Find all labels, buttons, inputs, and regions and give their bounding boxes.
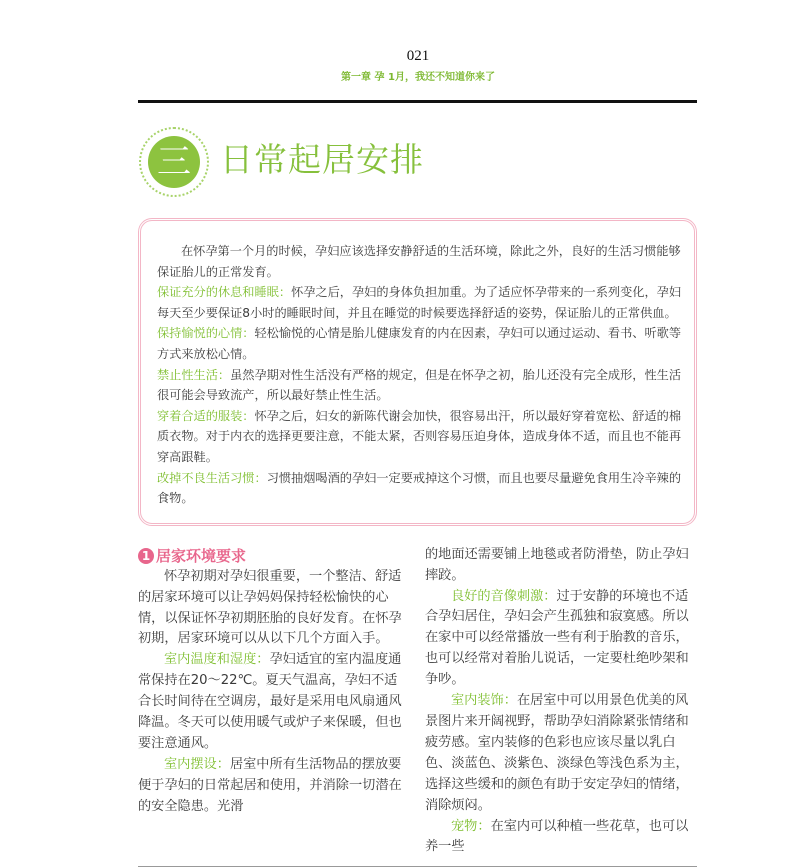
intro-box [138, 218, 697, 526]
tip-label: 保持愉悦的心情： [157, 326, 255, 341]
tip-item [157, 406, 682, 468]
left-column [138, 545, 410, 818]
tip-label: 保证充分的休息和睡眠： [157, 285, 292, 300]
chapter-header: 第一章 孕 1月，我还不知道你来了 [341, 72, 495, 83]
tip-label: 穿着合适的服装： [157, 408, 255, 423]
tip-item [157, 468, 682, 509]
section-number: 三 [148, 136, 200, 188]
tip-text: 怀孕之后，孕妇的身体负担加重。为了适应怀孕带来的一系列变化，孕妇每天至少要保证8小时的睡眠时间，并且在睡觉的时候要选择舒适的姿势，保证胎儿的正常供血。 [157, 285, 682, 320]
tip-item [157, 323, 682, 364]
env-label: 良好的音像刺激： [451, 588, 557, 604]
env-text: 在室内可以种植一些花草，也可以养一些 [425, 818, 689, 855]
tip-text: 怀孕之后，妇女的新陈代谢会加快，很容易出汗，所以最好穿着宽松、舒适的棉质衣物。对于内衣的选择更要注意，不能太紧，否则容易压迫身体，造成身体不适，而且也不能再穿高跟鞋。 [157, 408, 682, 464]
env-label: 室内温度和湿度： [164, 652, 270, 668]
section-title: 日常起居安排 [220, 140, 424, 179]
header-divider [138, 100, 697, 103]
env-text: 在居室中可以用景色优美的风景图片来开阔视野，帮助孕妇消除紧张情绪和疲劳感。室内装修的色彩也应该尽量以乳白色、淡蓝色、淡紫色、淡绿色等浅色系为主，选择这些缓和的颜色有助于安定孕妇的情绪，消除烦闷。 [425, 693, 689, 813]
tip-text: 轻松愉悦的心情是胎儿健康发育的内在因素，孕妇可以通过运动、看书、听歌等方式来放松心情。 [157, 326, 682, 361]
subsection-heading [138, 545, 410, 567]
env-item [138, 650, 410, 755]
env-item-continued: 的地面还需要铺上地毯或者防滑垫，防止孕妇摔跤。 [425, 546, 689, 583]
env-label: 室内摆设： [164, 756, 230, 772]
page-number: 021 [406, 48, 430, 64]
two-column-body [138, 545, 697, 859]
subsection-number-icon: 1 [138, 548, 154, 564]
env-item [425, 587, 697, 692]
env-label: 室内装饰： [451, 693, 517, 709]
subsection-intro: 怀孕初期对孕妇很重要，一个整洁、舒适的居家环境可以让孕妈妈保持轻松愉快的心情，以保证怀孕初期胚胎的良好发育。在怀孕初期，居家环境可以从以下几个方面入手。 [138, 568, 402, 647]
right-column [425, 545, 697, 859]
tip-text: 虽然孕期对性生活没有严格的规定，但是在怀孕之初，胎儿还没有完全成形，性生活很可能会导致流产，所以最好禁止性生活。 [157, 367, 682, 403]
tip-label: 禁止性生活： [157, 367, 231, 382]
env-text: 过于安静的环境也不适合孕妇居住，孕妇会产生孤独和寂寞感。所以在家中可以经常播放一些有利于胎教的音乐，也可以经常对着胎儿说话，一定要杜绝吵架和争吵。 [425, 588, 689, 688]
tip-label: 改掉不良生活习惯： [157, 470, 267, 485]
env-item [138, 755, 410, 818]
env-text: 孕妇适宜的室内温度通常保持在20～22℃。夏天气温高，孕妇不适合长时间待在空调房，最好是采用电风扇通风降温。冬天可以使用暖气或炉子来保暖，但也要注意通风。 [138, 652, 402, 751]
page-body [138, 218, 697, 867]
intro-paragraph: 在怀孕第一个月的时候，孕妇应该选择安静舒适的生活环境，除此之外，良好的生活习惯能够保证胎儿的正常发育。 [157, 244, 681, 279]
subsection-title: 居家环境要求 [156, 546, 247, 565]
tip-item [157, 365, 682, 406]
tip-text: 习惯抽烟喝酒的孕妇一定要戒掉这个习惯，而且也要尽量避免食用生冷辛辣的食物。 [157, 470, 682, 506]
env-label: 宠物： [451, 818, 491, 834]
tip-item [157, 282, 682, 323]
env-item [425, 691, 697, 816]
env-text: 居室中所有生活物品的摆放要便于孕妇的日常起居和使用，并消除一切潜在的安全隐患。光滑 [138, 756, 402, 814]
env-item [425, 817, 697, 859]
section-number-badge [139, 127, 209, 197]
